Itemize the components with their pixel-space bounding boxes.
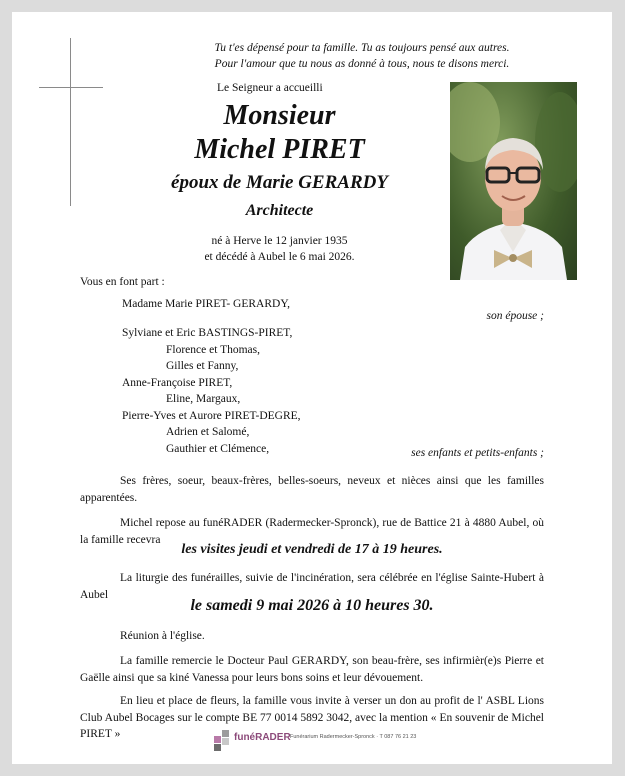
cross-icon-vertical xyxy=(70,38,71,206)
paragraph-repose: Michel repose au funéRADER (Radermecker-Spronck), rue de Battice 21 à 4880 Aubel, où la famille recevra xyxy=(80,517,544,546)
spouse-name: Madame Marie PIRET- GERARDY, xyxy=(122,298,291,310)
title-monsieur: Monsieur xyxy=(223,100,336,131)
profession: Architecte xyxy=(245,202,314,219)
funeral-home-brand: funéRADER xyxy=(234,732,291,743)
family-member: Gauthier et Clémence, xyxy=(166,442,270,455)
paragraph-thanks: La famille remercie le Docteur Paul GERARDY, son beau-frère, ses infirmièr(e)s Pierre et Gaëlle ainsi que sa kiné Vanessa pour leurs bons soins et leur dévouement. xyxy=(80,655,544,684)
paragraph-siblings: Ses frères, soeur, beaux-frères, belles-soeurs, neveux et nièces ainsi que les familles apparentées. xyxy=(80,475,544,504)
deceased-name: Michel PIRET xyxy=(194,134,365,165)
intro-line: Vous en font part : xyxy=(80,276,165,288)
spouse-role: son épouse ; xyxy=(486,310,544,322)
obituary-card xyxy=(12,12,612,764)
family-member: Adrien et Salomé, xyxy=(166,426,250,438)
funeral-home-detail: Funérarium Radermecker-Spronck · T 087 76 21 23 xyxy=(290,734,417,740)
spouse-line: époux de Marie GERARDY xyxy=(171,172,388,193)
birth-line: né à Herve le 12 janvier 1935 xyxy=(211,235,348,247)
portrait-photo xyxy=(450,82,577,280)
ceremony-date: le samedi 9 mai 2026 à 10 heures 30. xyxy=(190,597,434,614)
family-member: Gilles et Fanny, xyxy=(166,360,239,372)
visits-schedule: les visites jeudi et vendredi de 17 à 19 heures. xyxy=(181,542,443,557)
paragraph-liturgie: La liturgie des funérailles, suivie de l'incinération, sera célébrée en l'église Sainte-Hubert à Aubel xyxy=(80,572,544,601)
paragraph-reunion: Réunion à l'église. xyxy=(120,630,205,642)
cross-icon-horizontal xyxy=(39,87,103,88)
portrait-illustration xyxy=(450,82,577,280)
quote-line-2: Pour l'amour que tu nous as donné à tous, nous te disons merci. xyxy=(214,58,510,70)
family-member: Sylviane et Eric BASTINGS-PIRET, xyxy=(122,327,293,339)
family-member: Pierre-Yves et Aurore PIRET-DEGRE, xyxy=(122,409,301,422)
opening-quote xyxy=(12,40,612,72)
death-line: et décédé à Aubel le 6 mai 2026. xyxy=(204,251,355,263)
family-member: Florence et Thomas, xyxy=(166,343,260,356)
birth-death-dates xyxy=(152,233,407,265)
quote-line-1: Tu t'es dépensé pour ta famille. Tu as toujours pensé aux autres. xyxy=(214,42,510,54)
funeral-home-logo-icon xyxy=(212,728,232,752)
funeral-home-logo xyxy=(212,726,432,754)
paragraph-flowers: En lieu et place de fleurs, la famille vous invite à verser un don au profit de l' ASBL Lions Club Aubel Bocages sur le compte BE 77 0014 5892 3042, avec la mention « En souvenir de Michel PIRET » xyxy=(80,695,544,740)
family-role: ses enfants et petits-enfants ; xyxy=(411,447,544,459)
family-member: Anne-Françoise PIRET, xyxy=(122,376,233,389)
accueil-text: Le Seigneur a accueilli xyxy=(217,82,323,94)
family-list xyxy=(122,325,422,457)
family-member: Eline, Margaux, xyxy=(166,393,241,405)
